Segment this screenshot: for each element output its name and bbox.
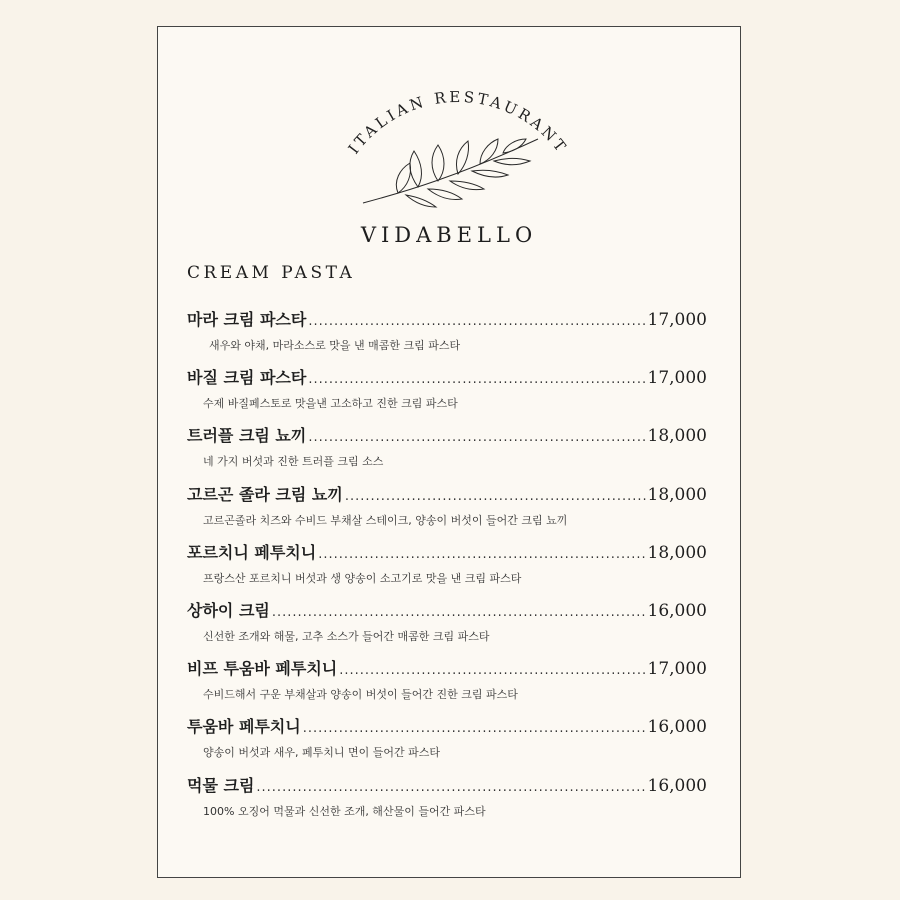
menu-item-price: 17,000 — [647, 310, 707, 330]
menu-item-price: 18,000 — [647, 542, 707, 563]
menu-item-description: 양송이 버섯과 새우, 페투치니 면이 들어간 파스타 — [203, 746, 440, 760]
dot-leader — [256, 780, 645, 795]
section-title: CREAM PASTA — [187, 263, 356, 283]
menu-item-price: 18,000 — [647, 484, 707, 505]
restaurant-name: VIDABELLO — [360, 223, 538, 247]
menu-item-price: 18,000 — [647, 426, 707, 447]
dot-leader — [345, 489, 646, 504]
dot-leader — [303, 721, 646, 736]
dot-leader — [308, 372, 645, 387]
menu-item-name: 포르치니 페투치니 — [187, 542, 317, 562]
dot-leader — [339, 663, 645, 678]
menu-item-description: 100% 오징어 먹물과 신선한 조개, 해산물이 들어간 파스타 — [203, 804, 486, 818]
menu-item-description: 새우와 야채, 마라소스로 맛을 낸 매콤한 크림 파스타 — [209, 339, 461, 352]
menu-item — [187, 773, 707, 831]
menu-item — [187, 482, 707, 540]
dot-leader — [272, 605, 646, 620]
menu-item-price: 17,000 — [647, 368, 707, 389]
menu-card — [157, 26, 741, 878]
menu-item — [187, 307, 707, 365]
menu-item-name: 상하이 크림 — [187, 600, 270, 620]
menu-item-name: 바질 크림 파스타 — [187, 368, 307, 388]
dot-leader — [318, 547, 645, 562]
menu-item — [187, 714, 707, 772]
menu-item-list — [187, 307, 707, 831]
dot-leader — [308, 314, 645, 329]
menu-item — [187, 423, 707, 481]
menu-item-price: 16,000 — [647, 775, 707, 796]
menu-item-description: 수제 바질페스토로 맛을낸 고소하고 진한 크림 파스타 — [203, 397, 458, 411]
menu-item-description: 수비드해서 구운 부채살과 양송이 버섯이 들어간 진한 크림 파스타 — [203, 688, 518, 702]
menu-item-price: 16,000 — [647, 600, 707, 621]
leaf-sprig-icon — [358, 131, 548, 211]
menu-item — [187, 540, 707, 598]
menu-item-description: 신선한 조개와 해물, 고추 소스가 들어간 매콤한 크림 파스타 — [203, 629, 490, 643]
menu-item-description: 고르곤졸라 치즈와 수비드 부채살 스테이크, 양송이 버섯이 들어간 크림 뇨끼 — [203, 513, 568, 527]
menu-item-price: 17,000 — [647, 659, 707, 680]
menu-item — [187, 656, 707, 714]
menu-item-name: 투움바 페투치니 — [187, 717, 301, 737]
menu-item-name: 마라 크림 파스타 — [187, 310, 307, 329]
menu-item-price: 16,000 — [647, 717, 707, 738]
menu-item-name: 비프 투움바 페투치니 — [187, 659, 338, 679]
dot-leader — [308, 430, 645, 445]
menu-item-description: 네 가지 버섯과 진한 트러플 크림 소스 — [203, 455, 384, 469]
menu-item-description: 프랑스산 포르치니 버섯과 생 양송이 소고기로 맛을 낸 크림 파스타 — [203, 571, 522, 585]
menu-item-name: 트러플 크림 뇨끼 — [187, 426, 307, 446]
svg-text:ITALIAN RESTAURANT: ITALIAN RESTAURANT — [344, 87, 572, 158]
menu-item-name: 먹물 크림 — [187, 775, 255, 795]
menu-item — [187, 365, 707, 423]
menu-item-name: 고르곤 졸라 크림 뇨끼 — [187, 484, 343, 504]
menu-item — [187, 598, 707, 656]
